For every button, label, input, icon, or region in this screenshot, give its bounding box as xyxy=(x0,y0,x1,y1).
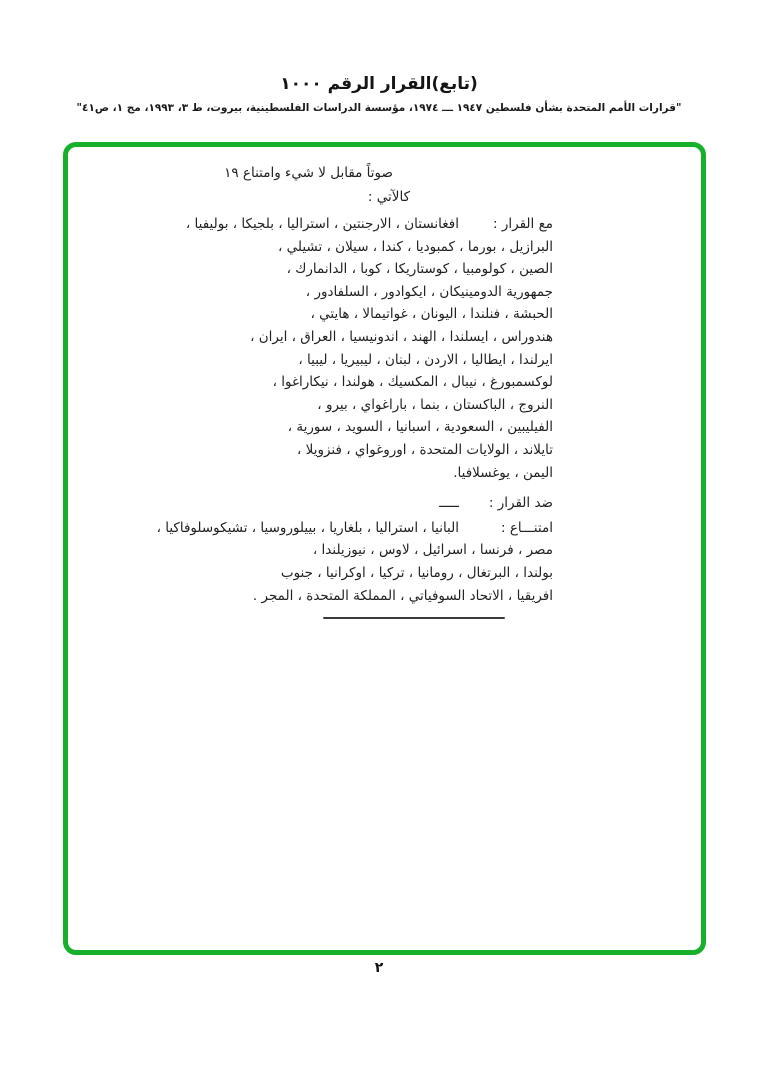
section-line xyxy=(168,492,553,515)
section-line: افريقيا ، الاتحاد السوفياتي ، المملكة المتحدة ، المجر . xyxy=(252,587,553,604)
section-line: الحبشة ، فنلندا ، اليونان ، غواتيمالا ، هايتي ، xyxy=(310,306,553,323)
vote-results-block xyxy=(156,213,553,607)
section-line: الفيليبين ، السعودية ، اسبانيا ، السويد ، سورية ، xyxy=(287,419,553,436)
section-line: لوكسمبورغ ، نيبال ، المكسيك ، هولندا ، نيكاراغوا ، xyxy=(272,374,553,391)
page-title: (تابع)القرار الرقم ١٠٠٠ xyxy=(280,74,478,94)
intro-line-vote-count: صوتاً مقابل لا شيء وامتناع ١٩ xyxy=(224,165,393,181)
section-line: ايرلندا ، ايطاليا ، الاردن ، لبنان ، ليبيريا ، ليبيا ، xyxy=(298,351,553,368)
section-divider-rule xyxy=(323,617,505,619)
section-label-against: ضد القرار : xyxy=(488,495,553,512)
vote-section-for xyxy=(168,213,553,484)
section-line xyxy=(168,213,553,236)
section-label-for: مع القرار : xyxy=(493,216,553,232)
section-line: هندوراس ، ايسلندا ، الهند ، اندونيسيا ، العراق ، ايران ، xyxy=(250,328,553,345)
vote-section-against xyxy=(168,492,553,515)
section-line-text: البانيا ، استراليا ، بلغاريا ، بييلوروسيا ، تشيكوسلوفاكيا ، xyxy=(156,519,459,536)
section-line: البرازيل ، بورما ، كمبوديا ، كندا ، سيلان ، تشيلي ، xyxy=(277,238,553,255)
intro-line-as-follows: كالآتي : xyxy=(367,189,410,205)
section-line-text: افغانستان ، الارجنتين ، استراليا ، بلجيكا ، بوليفيا ، xyxy=(185,216,459,232)
source-citation: "قرارات الأمم المتحدة بشأن فلسطين ١٩٤٧ ـــ ١٩٧٤، مؤسسة الدراسات الفلسطينية، بيروت، ط ٣، ١٩٩٣، مج ١، ص٤١" xyxy=(76,102,682,114)
vote-section-abstain xyxy=(156,517,553,607)
section-line-text: ـــــ xyxy=(439,495,459,512)
section-line: جمهورية الدومينيكان ، ايكوادور ، السلفادور ، xyxy=(305,283,553,300)
section-line: مصر ، فرنسا ، اسرائيل ، لاوس ، نيوزيلندا ، xyxy=(312,542,553,559)
section-line: بولندا ، البرتغال ، رومانيا ، تركيا ، اوكرانيا ، جنوب xyxy=(280,564,553,581)
page-number: ٢ xyxy=(374,960,384,976)
section-line: تايلاند ، الولايات المتحدة ، اوروغواي ، فنزويلا ، xyxy=(297,441,553,458)
section-line: النروج ، الباكستان ، بنما ، باراغواي ، بيرو ، xyxy=(317,396,553,413)
section-label-abstain: امتنـــاع : xyxy=(500,519,553,536)
section-line: اليمن ، يوغسلافيا. xyxy=(453,464,553,481)
green-frame xyxy=(63,142,706,955)
section-line: الصين ، كولومبيا ، كوستاريكا ، كوبا ، الدانمارك ، xyxy=(286,261,553,278)
section-line xyxy=(156,517,553,540)
